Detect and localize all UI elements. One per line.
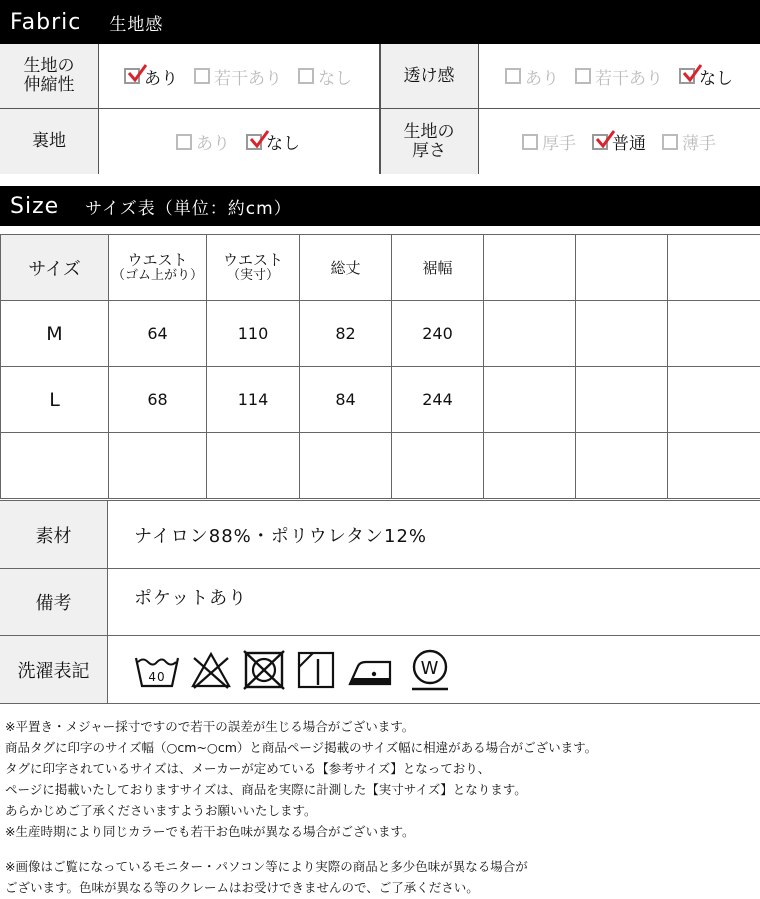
empty-cell	[484, 367, 576, 433]
fabric-divider-v2	[379, 44, 381, 174]
checkbox-empty-icon	[505, 68, 521, 84]
no-tumble-dry-icon	[242, 650, 286, 690]
empty-cell	[576, 301, 668, 367]
row-size-label: M	[1, 301, 109, 367]
table-row	[1, 367, 760, 433]
check-mark-icon	[127, 63, 147, 83]
option-unchecked[interactable]	[522, 129, 576, 154]
sheer-options	[478, 44, 760, 108]
size-title: Size	[10, 193, 60, 219]
empty-cell	[300, 433, 392, 499]
option-label: なし	[266, 134, 300, 154]
option-label: 厚手	[542, 134, 576, 154]
table-cell: 114	[207, 367, 300, 433]
check-mark-icon	[249, 129, 269, 149]
table-row	[1, 433, 760, 499]
option-label: 若干あり	[595, 68, 663, 89]
col-header-length: 総丈	[300, 235, 392, 301]
empty-cell	[484, 433, 576, 499]
option-unchecked[interactable]	[662, 129, 716, 154]
option-unchecked[interactable]	[194, 64, 282, 89]
empty-cell	[576, 367, 668, 433]
option-label: 若干あり	[214, 68, 282, 89]
checkbox-checked-icon	[592, 134, 608, 150]
empty-cell	[576, 235, 668, 301]
iron-low-icon	[346, 650, 398, 690]
empty-cell	[484, 301, 576, 367]
empty-cell	[668, 367, 760, 433]
remarks-label: 備考	[0, 569, 108, 635]
material-value: ナイロン88%・ポリウレタン12%	[134, 525, 428, 547]
wash-40-icon	[134, 650, 180, 690]
option-unchecked[interactable]	[176, 129, 230, 154]
wet-clean-icon	[408, 648, 452, 692]
no-bleach-icon	[190, 650, 232, 690]
option-label: なし	[318, 68, 352, 89]
remarks-value: ポケットあり	[134, 588, 248, 609]
checkbox-empty-icon	[298, 68, 314, 84]
size-corner-label: サイズ	[1, 235, 109, 301]
fabric-subtitle: 生地感	[109, 14, 164, 35]
size-header	[0, 186, 760, 226]
note-line: ※画像はご覧になっているモニター・パソコン等により実際の商品と多少色味が異なる場合が	[5, 859, 528, 874]
notes	[0, 703, 760, 899]
table-row	[1, 301, 760, 367]
fabric-header	[0, 0, 760, 44]
shade-dry-icon	[296, 650, 336, 690]
table-cell: 64	[109, 301, 207, 367]
material-label: 素材	[0, 501, 108, 568]
stretch-label: 生地の 伸縮性	[0, 44, 98, 108]
empty-cell	[109, 433, 207, 499]
option-checked[interactable]	[592, 129, 646, 154]
option-checked[interactable]	[246, 129, 300, 154]
remarks-row	[0, 568, 760, 635]
fabric-grid	[0, 44, 760, 174]
checkbox-empty-icon	[575, 68, 591, 84]
empty-cell	[668, 235, 760, 301]
thickness-options	[478, 109, 760, 174]
note-line: ございます。色味が異なる等のクレームはお受けできませんので、ご了承ください。	[5, 880, 479, 895]
note-line: ※平置き・メジャー採寸ですので若干の誤差が生じる場合がございます。	[5, 719, 415, 734]
care-label: 洗濯表記	[0, 636, 108, 703]
empty-cell	[1, 433, 109, 499]
table-cell: 82	[300, 301, 392, 367]
table-cell: 84	[300, 367, 392, 433]
option-checked[interactable]	[679, 64, 733, 89]
col-header-waist-actual: ウエスト （実寸）	[207, 235, 300, 301]
option-unchecked[interactable]	[505, 64, 559, 89]
table-cell: 240	[392, 301, 484, 367]
option-label: あり	[196, 134, 230, 154]
checkbox-checked-icon	[124, 68, 140, 84]
care-row	[0, 635, 760, 703]
checkbox-checked-icon	[679, 68, 695, 84]
material-row	[0, 500, 760, 568]
size-subtitle: サイズ表（単位：約cm）	[85, 198, 292, 219]
checkbox-empty-icon	[522, 134, 538, 150]
table-cell: 244	[392, 367, 484, 433]
checkbox-checked-icon	[246, 134, 262, 150]
empty-cell	[484, 235, 576, 301]
option-label: 薄手	[682, 134, 716, 154]
fabric-divider-v3	[478, 44, 479, 174]
empty-cell	[392, 433, 484, 499]
note-line: タグに印字されているサイズは、メーカーが定めている【参考サイズ】となっており、	[5, 761, 491, 776]
wet-clean-text: W	[420, 657, 440, 679]
sheer-label: 透け感	[380, 44, 478, 108]
checkbox-empty-icon	[194, 68, 210, 84]
row-size-label: L	[1, 367, 109, 433]
empty-cell	[668, 301, 760, 367]
size-header-row	[1, 235, 760, 301]
fabric-divider-v1	[98, 44, 99, 174]
empty-cell	[668, 433, 760, 499]
note-line: ページに掲載いたしておりますサイズは、商品を実際に計測した【実寸サイズ】となります。	[5, 782, 527, 797]
lining-options	[98, 109, 378, 174]
empty-cell	[207, 433, 300, 499]
table-cell: 68	[109, 367, 207, 433]
wash-temp-text: 40	[148, 669, 166, 684]
option-checked[interactable]	[124, 64, 178, 89]
size-table	[0, 234, 760, 499]
table-cell: 110	[207, 301, 300, 367]
option-label: 普通	[612, 134, 646, 154]
option-label: あり	[525, 68, 559, 89]
empty-cell	[576, 433, 668, 499]
check-mark-icon	[595, 129, 615, 149]
option-label: なし	[699, 68, 733, 89]
stretch-options	[98, 44, 378, 108]
lining-label: 裏地	[0, 109, 98, 174]
thickness-label: 生地の 厚さ	[380, 109, 478, 174]
option-unchecked[interactable]	[298, 64, 352, 89]
checkbox-empty-icon	[176, 134, 192, 150]
fabric-title: Fabric	[10, 9, 82, 35]
note-line: ※生産時期により同じカラーでも若干お色味が異なる場合がございます。	[5, 824, 415, 839]
option-label: あり	[144, 68, 178, 89]
note-line: あらかじめご了承くださいますようお願いいたします。	[5, 803, 317, 818]
checkbox-empty-icon	[662, 134, 678, 150]
note-line: 商品タグに印字のサイズ幅（○cm~○cm）と商品ページ掲載のサイズ幅に相違がある場合がございます。	[5, 740, 598, 755]
col-header-waist-rubber: ウエスト （ゴム上がり）	[109, 235, 207, 301]
option-unchecked[interactable]	[575, 64, 663, 89]
check-mark-icon	[682, 63, 702, 83]
col-header-hem-width: 裾幅	[392, 235, 484, 301]
care-icons	[108, 636, 760, 703]
